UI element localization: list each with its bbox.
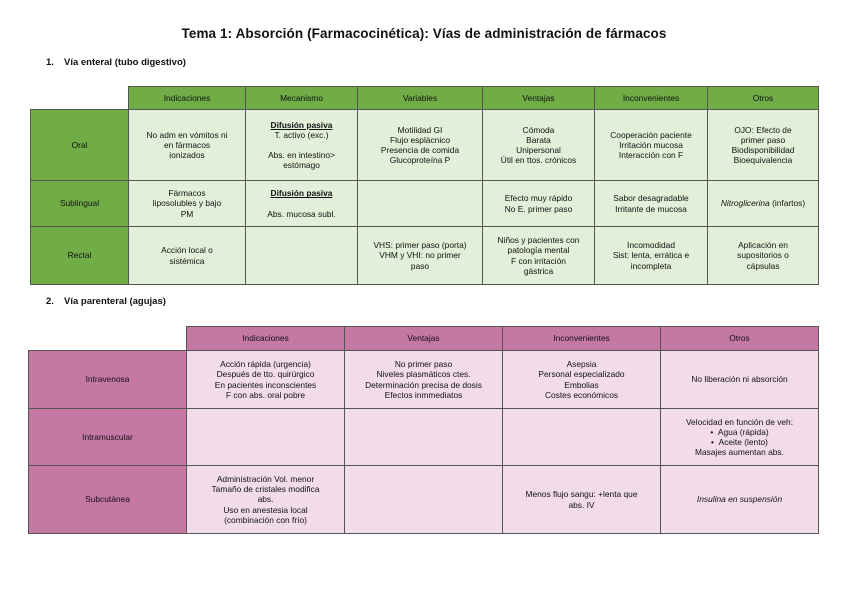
row-header: Oral: [31, 110, 129, 181]
table-cell: [358, 181, 483, 227]
table-cell: Efecto muy rápido No E. primer paso: [483, 181, 595, 227]
table-cell: Incomodidad Sist: lenta, errática e incompleta: [595, 227, 708, 285]
table-cell: No primer paso Niveles plasmáticos ctes. Determinación precisa de dosis Efectos inmmediatos: [345, 351, 503, 409]
table-cell: [345, 466, 503, 534]
table-cell: Cooperación paciente Irritación mucosa Interacción con F: [595, 110, 708, 181]
table-cell: Asepsia Personal especializado Embolias Costes económicos: [503, 351, 661, 409]
page-title: Tema 1: Absorción (Farmacocinética): Vías de administración de fármacos: [181, 26, 667, 41]
row-header: Intramuscular: [29, 409, 187, 466]
table-row: [31, 110, 819, 181]
corner-cell: [29, 327, 187, 351]
row-header: Rectal: [31, 227, 129, 285]
table-cell: Velocidad en función de veh: • Agua (rápida) • Aceite (lento) Masajes aumentan abs.: [661, 409, 819, 466]
table-cell: Sabor desagradable Irritante de mucosa: [595, 181, 708, 227]
row-header: Sublingual: [31, 181, 129, 227]
table-row: [31, 227, 819, 285]
parenteral-table: [28, 326, 819, 534]
row-header: Intravenosa: [29, 351, 187, 409]
table-cell: Difusión pasiva Abs. mucosa subl.: [246, 181, 358, 227]
table-cell: No liberación ni absorción: [661, 351, 819, 409]
list-item: • Aceite (lento): [711, 437, 768, 447]
table-cell: [503, 409, 661, 466]
table-row: [29, 466, 819, 534]
table-header-row: [29, 327, 819, 351]
table-cell: Cómoda Barata Unipersonal Útil en ttos. crónicos: [483, 110, 595, 181]
column-header: Otros: [661, 327, 819, 351]
column-header: Indicaciones: [129, 87, 246, 110]
section-label: Vía parenteral (agujas): [64, 296, 166, 307]
section-parenteral-heading: [46, 296, 166, 307]
row-header: Subcutánea: [29, 466, 187, 534]
table-row: [29, 409, 819, 466]
table-cell: [187, 409, 345, 466]
table-cell: Fármacos liposolubles y bajo PM: [129, 181, 246, 227]
section-number: 2.: [46, 296, 54, 307]
table-cell: Acción rápida (urgencia) Después de tto. quirúrgico En pacientes inconscientes F con abs. oral pobre: [187, 351, 345, 409]
table-cell: [345, 409, 503, 466]
table-row: [31, 181, 819, 227]
table-cell: VHS: primer paso (porta) VHM y VHI: no primer paso: [358, 227, 483, 285]
column-header: Inconvenientes: [595, 87, 708, 110]
column-header: Inconvenientes: [503, 327, 661, 351]
table-cell: No adm en vómitos ni en fármacos ionizados: [129, 110, 246, 181]
table-cell: [246, 227, 358, 285]
table-cell: Acción local o sistémica: [129, 227, 246, 285]
table-cell: Motilidad GI Flujo esplácnico Presencia de comida Glucoproteína P: [358, 110, 483, 181]
section-label: Vía enteral (tubo digestivo): [64, 57, 186, 68]
section-number: 1.: [46, 57, 54, 68]
corner-cell: [31, 87, 129, 110]
enteral-table: [30, 86, 819, 285]
column-header: Mecanismo: [246, 87, 358, 110]
table-cell: Nitroglicerina (infartos): [708, 181, 819, 227]
table-cell: OJO: Efecto de primer paso Biodisponibilidad Bioequivalencia: [708, 110, 819, 181]
column-header: Variables: [358, 87, 483, 110]
column-header: Ventajas: [483, 87, 595, 110]
column-header: Ventajas: [345, 327, 503, 351]
table-header-row: [31, 87, 819, 110]
list-item: • Agua (rápida): [710, 426, 769, 437]
table-row: [29, 351, 819, 409]
table-cell: Menos flujo sangu: +lenta que abs. IV: [503, 466, 661, 534]
section-enteral-heading: [46, 57, 186, 68]
column-header: Indicaciones: [187, 327, 345, 351]
table-cell: Difusión pasiva T. activo (exc.) Abs. en intestino> estómago: [246, 110, 358, 181]
table-cell: Aplicación en supositorios o cápsulas: [708, 227, 819, 285]
table-cell: Administración Vol. menor Tamaño de cristales modifica abs. Uso en anestesia local (combinación con frío): [187, 466, 345, 534]
table-cell: Insulina en suspensión: [661, 466, 819, 534]
column-header: Otros: [708, 87, 819, 110]
table-cell: Niños y pacientes con patología mental F con irritación gástrica: [483, 227, 595, 285]
